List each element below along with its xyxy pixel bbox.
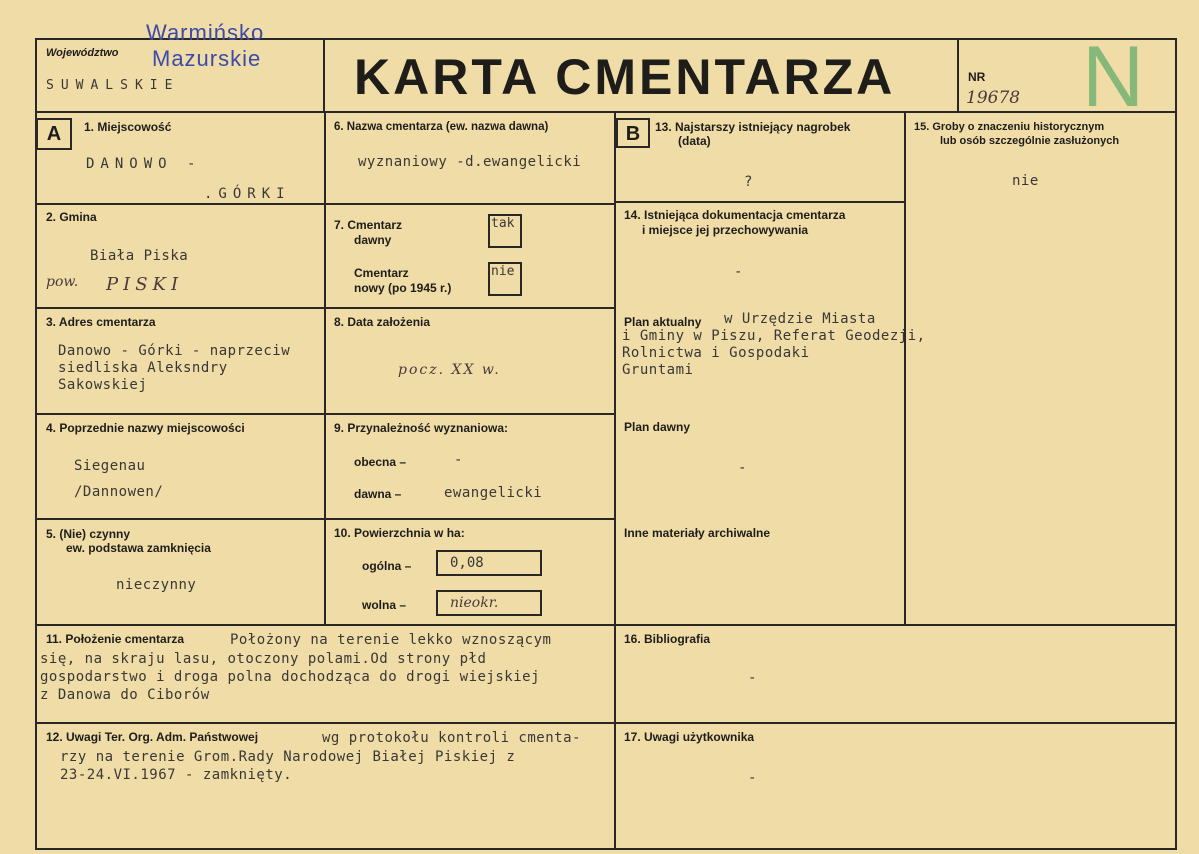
field-7-old-label-line1: 7. Cmentarz (334, 218, 403, 232)
field-8-label: 8. Data założenia (334, 315, 431, 329)
field-13-label-line2: (data) (678, 134, 711, 148)
vdivider-col2 (614, 111, 616, 850)
field-7-new-value-box: nie (488, 262, 522, 296)
field-9-current-value: - (454, 452, 463, 468)
field-2-hand-prefix: pow. (46, 274, 79, 290)
field-6-label: 6. Nazwa cmentarza (ew. nazwa dawna) (334, 121, 549, 133)
field-3-label: 3. Adres cmentarza (46, 315, 156, 329)
plan-old-value: - (738, 460, 747, 476)
field-12-value-line2: rzy na terenie Grom.Rady Narodowej Białej Piskiej z (60, 749, 516, 765)
field-10-label: 10. Powierzchnia w ha: (334, 526, 465, 540)
hline-a2 (35, 307, 615, 309)
field-6-value: wyznaniowy -d.ewangelicki (358, 154, 582, 170)
field-3-value-line3: Sakowskiej (58, 377, 148, 393)
section-b-box: B (616, 118, 650, 148)
field-1-value-line2: .GÓRKI (204, 186, 291, 202)
voivodeship-value: SUWALSKIE (46, 78, 180, 93)
field-4-value-line1: Siegenau (74, 458, 146, 474)
field-15-label-line1: 15. Groby o znaczeniu historycznym (914, 121, 1105, 133)
field-13-value: ? (744, 174, 753, 190)
field-1-value-line1: DANOWO - (86, 156, 202, 172)
field-9-current-label: obecna – (354, 455, 407, 469)
vdivider-col1 (324, 111, 326, 625)
field-17-value: - (748, 770, 757, 786)
field-5-label-line2: ew. podstawa zamknięcia (66, 541, 211, 555)
field-2-label: 2. Gmina (46, 210, 97, 224)
field-3-value-line1: Danowo - Górki - naprzeciw (58, 343, 291, 359)
stamp-line-1: Warmińsko (146, 20, 265, 45)
hline-a6 (35, 722, 1177, 724)
stamp-line-2: Mazurskie (152, 46, 262, 71)
hline-a4 (35, 518, 615, 520)
nr-label: NR (968, 70, 986, 84)
plan-current-value-line2: i Gminy w Piszu, Referat Geodezji, (622, 328, 926, 344)
field-4-label: 4. Poprzednie nazwy miejscowości (46, 421, 245, 435)
field-9-former-label: dawna – (354, 487, 402, 501)
field-8-hand-value: pocz. XX w. (398, 362, 501, 378)
field-2-hand-value: PISKI (106, 274, 184, 295)
page-title: KARTA CMENTARZA (354, 49, 896, 105)
field-14-value: - (734, 264, 743, 280)
field-16-label: 16. Bibliografia (624, 632, 711, 646)
field-2-value: Biała Piska (90, 248, 189, 264)
field-3-value-line2: siedliska Aleksndry (58, 360, 228, 376)
section-a-box: A (36, 118, 72, 150)
hline-b1 (614, 201, 905, 203)
field-12-label: 12. Uwagi Ter. Org. Adm. Państwowej (46, 730, 259, 744)
field-16-value: - (748, 670, 757, 686)
field-4-value-line2: /Dannowen/ (74, 484, 164, 500)
hline-a5 (35, 624, 1177, 626)
field-5-label-line1: 5. (Nie) czynny (46, 527, 131, 541)
header-vdivider-left (323, 38, 325, 112)
voivodeship-label: Województwo (46, 47, 119, 59)
field-11-value-line1: Położony na terenie lekko wznoszącym (230, 632, 552, 648)
hline-a3 (35, 413, 615, 415)
field-11-value-line4: z Danowa do Ciborów (40, 687, 210, 703)
field-13-label-line1: 13. Najstarszy istniejący nagrobek (655, 120, 851, 134)
field-10-free-label: wolna – (362, 598, 407, 612)
field-9-former-value: ewangelicki (444, 485, 543, 501)
field-11-value-line3: gospodarstwo i droga polna dochodząca do drogi wiejskiej (40, 669, 541, 685)
header-vdivider-right (957, 38, 959, 112)
archives-label: Inne materiały archiwalne (624, 526, 771, 540)
field-14-label-line2: i miejsce jej przechowywania (642, 223, 809, 237)
plan-current-value-line4: Gruntami (622, 362, 694, 378)
field-12-value-line1: wg protokołu kontroli cmenta- (322, 730, 581, 746)
nr-value: 19678 (966, 88, 1021, 108)
field-7-old-label-line2: dawny (354, 233, 392, 247)
field-9-label: 9. Przynależność wyznaniowa: (334, 421, 509, 435)
plan-current-value-line3: Rolnictwa i Gospodaki (622, 345, 810, 361)
field-5-value: nieczynny (116, 577, 197, 593)
field-10-total-label: ogólna – (362, 559, 412, 573)
vdivider-col3 (904, 111, 906, 625)
plan-current-value-line1: w Urzędzie Miasta (724, 311, 876, 327)
field-7-new-label-line2: nowy (po 1945 r.) (354, 281, 452, 295)
field-17-label: 17. Uwagi użytkownika (624, 730, 755, 744)
field-7-old-value-box: tak (488, 214, 522, 248)
header-divider (35, 111, 1177, 113)
plan-current-label: Plan aktualny (624, 315, 702, 329)
field-1-label: 1. Miejscowość (84, 120, 172, 134)
field-12-value-line3: 23-24.VI.1967 - zamknięty. (60, 767, 293, 783)
field-10-free-value-box: nieokr. (436, 590, 542, 616)
field-7-new-label-line1: Cmentarz (354, 266, 409, 280)
field-11-label: 11. Położenie cmentarza (46, 632, 185, 646)
field-11-value-line2: się, na skraju lasu, otoczony polami.Od strony płd (40, 651, 487, 667)
card-outer-frame (35, 38, 1177, 850)
category-letter: N (1082, 29, 1145, 125)
plan-old-label: Plan dawny (624, 420, 691, 434)
field-10-total-value-box: 0,08 (436, 550, 542, 576)
field-15-label-line2: lub osób szczególnie zasłużonych (940, 135, 1120, 147)
hline-a1 (35, 203, 615, 205)
field-15-value: nie (1012, 173, 1039, 189)
field-14-label-line1: 14. Istniejąca dokumentacja cmentarza (624, 208, 846, 222)
